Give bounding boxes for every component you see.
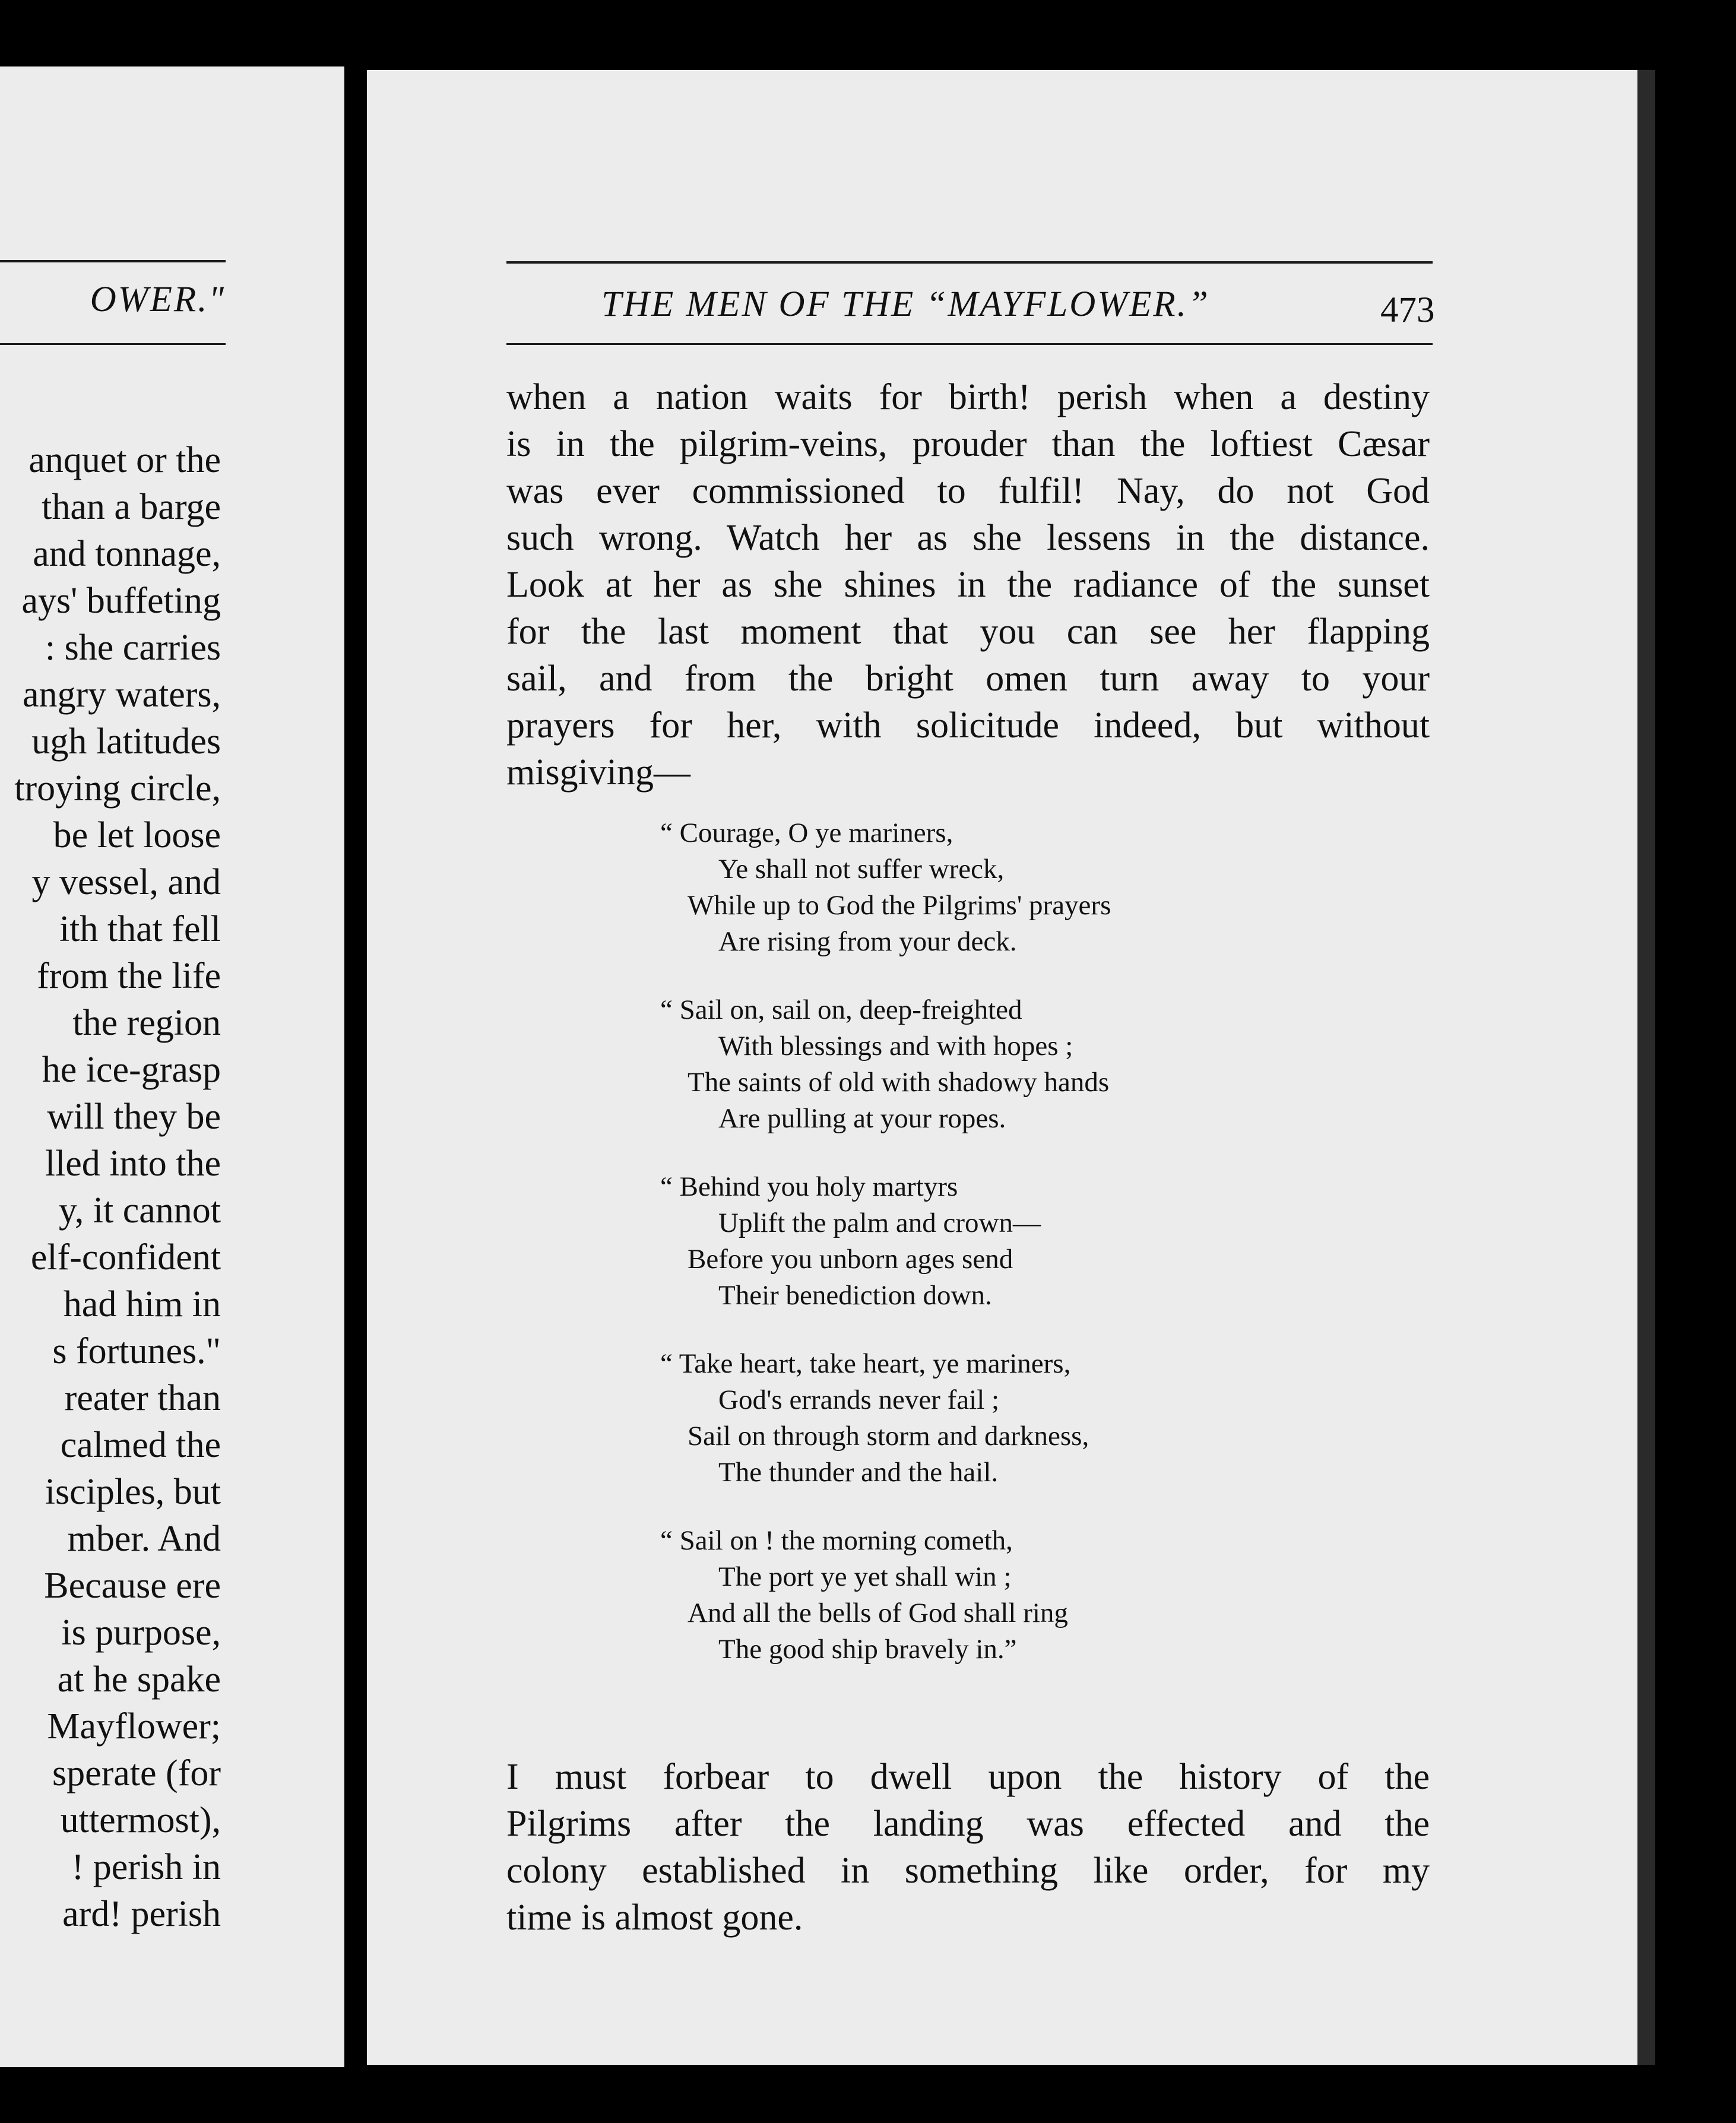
poem-line: Sail on through storm and darkness,	[688, 1421, 1089, 1452]
text-line: y vessel, and	[31, 862, 221, 902]
poem-line: While up to God the Pilgrims' prayers	[688, 890, 1111, 921]
right-page	[367, 70, 1655, 2065]
poem-line: Are pulling at your ropes.	[718, 1103, 1006, 1134]
header-rule-bottom	[506, 343, 1433, 345]
poem-line: The saints of old with shadowy hands	[688, 1067, 1110, 1098]
poem	[660, 815, 1400, 1700]
text-line: he ice-grasp	[42, 1050, 221, 1090]
text-line: elf-confident	[30, 1237, 221, 1278]
left-page	[0, 66, 344, 2067]
text-line: mber. And	[67, 1519, 221, 1559]
text-line: Pilgrims after the landing was effected and the	[506, 1804, 1430, 1844]
text-line: and tonnage,	[33, 534, 221, 574]
text-line: Mayflower;	[47, 1706, 221, 1747]
poem-line: “ Courage, O ye mariners,	[660, 817, 953, 848]
running-head: THE MEN OF THE “MAYFLOWER.”	[601, 284, 1210, 324]
poem-stanza	[660, 1346, 1400, 1491]
text-line: uttermost),	[60, 1800, 221, 1840]
text-line: ard! perish	[62, 1894, 221, 1934]
left-page-text	[0, 437, 221, 1938]
text-line: be let loose	[53, 815, 221, 855]
poem-line: “ Sail on ! the morning cometh,	[660, 1525, 1013, 1556]
text-line: when a nation waits for birth! perish when a destiny	[506, 377, 1430, 417]
text-line: troying circle,	[14, 768, 221, 809]
text-line: s fortunes."	[52, 1331, 221, 1371]
poem-line: Ye shall not suffer wreck,	[718, 854, 1005, 885]
text-line: prayers for her, with solicitude indeed, but without	[506, 705, 1430, 746]
text-line: ! perish in	[71, 1847, 221, 1887]
text-line: such wrong. Watch her as she lessens in the distance.	[506, 518, 1430, 558]
left-running-head: OWER."	[90, 280, 226, 319]
poem-line: Before you unborn ages send	[688, 1244, 1013, 1275]
poem-line: “ Take heart, take heart, ye mariners,	[660, 1348, 1071, 1379]
poem-line: “ Behind you holy martyrs	[660, 1171, 958, 1202]
text-line: lled into the	[45, 1143, 221, 1184]
poem-stanza	[660, 1169, 1400, 1314]
text-line: was ever commissioned to fulfil! Nay, do not God	[506, 471, 1430, 511]
text-line: ugh latitudes	[31, 721, 221, 762]
poem-line: “ Sail on, sail on, deep-freighted	[660, 994, 1022, 1025]
text-line: Because ere	[44, 1566, 221, 1606]
prose-top	[506, 374, 1430, 796]
text-line: for the last moment that you can see her flapping	[506, 611, 1430, 652]
text-line: Look at her as she shines in the radiance of the sunset	[506, 565, 1430, 605]
text-line: is purpose,	[61, 1612, 221, 1653]
poem-line: Their benediction down.	[718, 1280, 992, 1311]
page-edge-shadow	[1637, 70, 1655, 2065]
poem-line: The port ye yet shall win ;	[718, 1561, 1012, 1592]
text-line: I must forbear to dwell upon the history of the	[506, 1757, 1430, 1797]
text-line: sperate (for	[52, 1753, 221, 1794]
text-line: than a barge	[42, 487, 221, 527]
poem-stanza	[660, 815, 1400, 960]
header-rule-top	[506, 261, 1433, 264]
text-line: sail, and from the bright omen turn away to your	[506, 658, 1430, 699]
text-line: the region	[72, 1003, 221, 1043]
text-line: anquet or the	[28, 440, 221, 480]
text-line: colony established in something like order, for my	[506, 1851, 1430, 1891]
poem-line: With blessings and with hopes ;	[718, 1031, 1073, 1062]
text-line: reater than	[64, 1378, 221, 1418]
text-line: is in the pilgrim-veins, prouder than the loftiest Cæsar	[506, 424, 1430, 464]
text-line: calmed the	[60, 1425, 221, 1465]
poem-line: The good ship bravely in.”	[718, 1634, 1017, 1665]
poem-line: Are rising from your deck.	[718, 926, 1017, 957]
prose-bottom	[506, 1754, 1430, 1941]
text-line: : she carries	[45, 628, 221, 668]
text-line: y, it cannot	[58, 1190, 221, 1231]
text-line: misgiving—	[506, 752, 691, 793]
page-number: 473	[1380, 290, 1435, 330]
text-line: will they be	[47, 1097, 221, 1137]
poem-line: God's errands never fail ;	[718, 1384, 1000, 1415]
text-line: ays' buffeting	[21, 581, 221, 621]
poem-line: And all the bells of God shall ring	[688, 1598, 1068, 1628]
text-line: angry waters,	[23, 674, 221, 715]
poem-line: The thunder and the hail.	[718, 1457, 999, 1488]
text-line: isciples, but	[45, 1472, 221, 1512]
header-rule-bottom	[0, 343, 226, 345]
poem-stanza	[660, 992, 1400, 1137]
text-line: at he spake	[57, 1659, 221, 1700]
poem-stanza	[660, 1523, 1400, 1668]
poem-line: Uplift the palm and crown—	[718, 1208, 1041, 1238]
text-line: from the life	[37, 956, 221, 996]
text-line: time is almost gone.	[506, 1897, 803, 1938]
text-line: ith that fell	[59, 909, 221, 949]
text-line: had him in	[63, 1284, 221, 1325]
header-rule-top	[0, 260, 226, 262]
